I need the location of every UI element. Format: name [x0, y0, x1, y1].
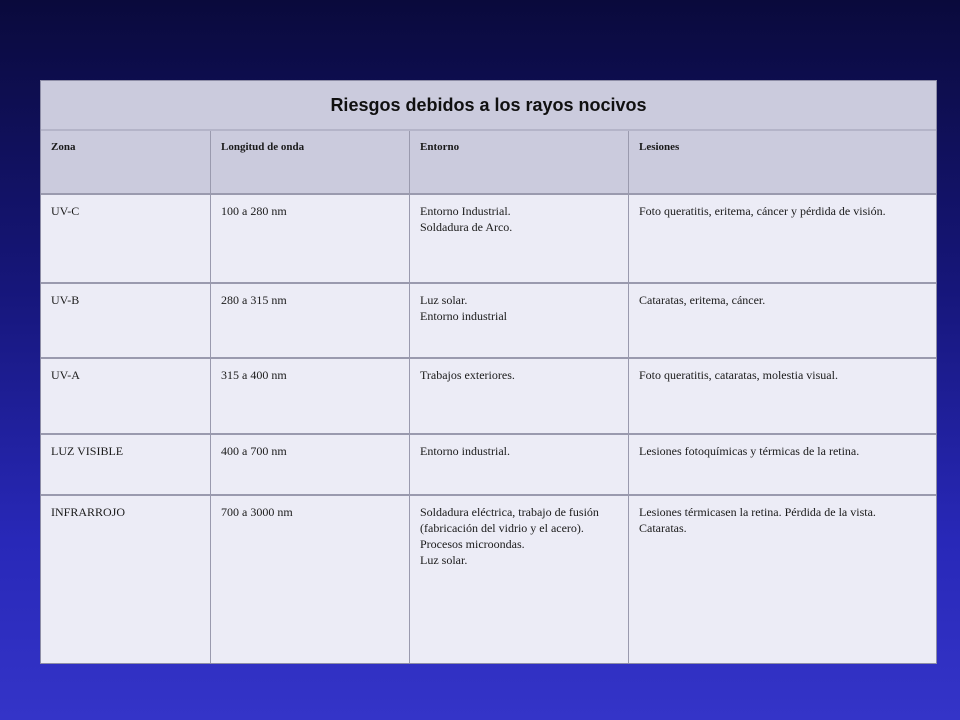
table-row	[41, 284, 936, 359]
cell-longitud: 700 a 3000 nm	[211, 496, 410, 663]
cell-longitud: 280 a 315 nm	[211, 284, 410, 357]
cell-zona: INFRARROJO	[41, 496, 211, 663]
cell-lesiones: Foto queratitis, eritema, cáncer y pérdida de visión.	[639, 204, 886, 218]
cell-entorno: Soldadura eléctrica, trabajo de fusión (fabricación del vidrio y el acero). Procesos microondas. Luz solar.	[410, 496, 629, 663]
table-header-row	[41, 131, 936, 195]
hazards-table	[40, 80, 937, 664]
header-entorno: Entorno	[410, 131, 629, 193]
cell-zona: UV-C	[41, 195, 211, 282]
header-lesiones: Lesiones	[639, 141, 680, 153]
cell-entorno: Entorno Industrial. Soldadura de Arco.	[410, 195, 629, 282]
cell-lesiones: Lesiones térmicasen la retina. Pérdida de la vista. Cataratas.	[639, 505, 876, 535]
cell-entorno: Luz solar. Entorno industrial	[410, 284, 629, 357]
cell-lesiones: Lesiones fotoquímicas y térmicas de la retina.	[639, 444, 860, 458]
table-row	[41, 359, 936, 435]
header-zona: Zona	[41, 131, 211, 193]
cell-longitud: 400 a 700 nm	[211, 435, 410, 494]
cell-lesiones: Cataratas, eritema, cáncer.	[639, 293, 766, 307]
cell-longitud: 100 a 280 nm	[211, 195, 410, 282]
table-title: Riesgos debidos a los rayos nocivos	[330, 94, 647, 115]
table-row	[41, 435, 936, 496]
cell-zona: UV-A	[41, 359, 211, 433]
cell-entorno: Entorno industrial.	[410, 435, 629, 494]
cell-lesiones: Foto queratitis, cataratas, molestia visual.	[639, 368, 838, 382]
cell-longitud: 315 a 400 nm	[211, 359, 410, 433]
table-title-bar	[41, 81, 936, 131]
table-row	[41, 496, 936, 663]
cell-entorno: Trabajos exteriores.	[410, 359, 629, 433]
cell-zona: LUZ VISIBLE	[41, 435, 211, 494]
table-row	[41, 195, 936, 284]
header-longitud: Longitud de onda	[211, 131, 410, 193]
cell-zona: UV-B	[41, 284, 211, 357]
